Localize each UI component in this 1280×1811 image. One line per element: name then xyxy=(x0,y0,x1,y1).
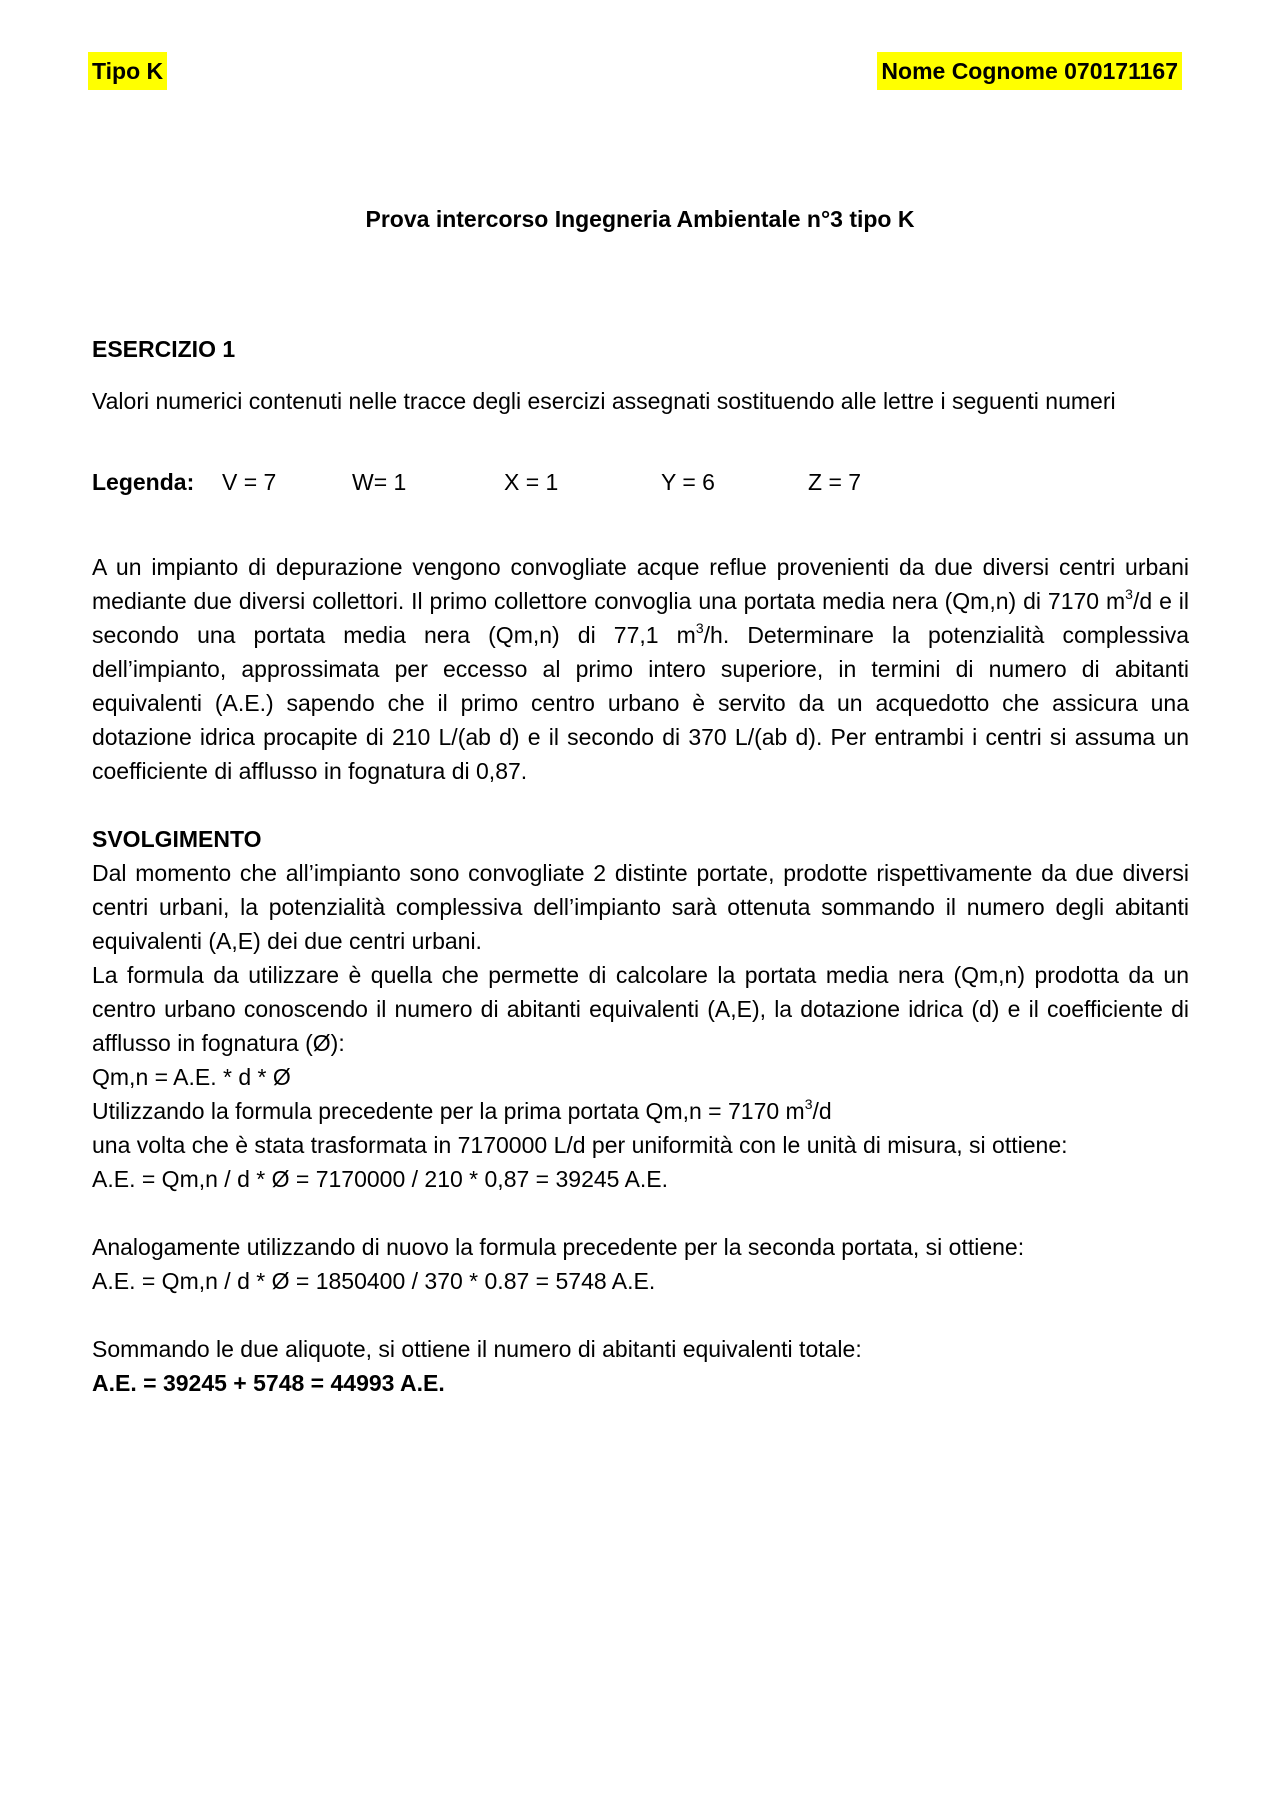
problem-text-2: /d e il secondo una portata media nera (Qm,n) di 77,1 m xyxy=(92,588,1189,648)
conversion-note: una volta che è stata trasformata in 7170000 L/d per uniformità con le unità di misura, si ottiene: xyxy=(92,1132,1068,1158)
formula: Qm,n = A.E. * d * Ø xyxy=(92,1064,291,1090)
solution-paragraph-2: La formula da utilizzare è quella che permette di calcolare la portata media nera (Qm,n) prodotta da un centro urbano conoscendo il numero di abitanti equivalenti (A,E), la dotazione idrica (d) e il coefficiente di afflusso in fognatura (Ø): xyxy=(92,962,1189,1056)
formula-usage-text: Utilizzando la formula precedente per la prima portata Qm,n = 7170 m xyxy=(92,1098,805,1124)
sum-intro: Sommando le due aliquote, si ottiene il numero di abitanti equivalenti totale: xyxy=(92,1336,862,1362)
legend-z: Z = 7 xyxy=(808,469,862,495)
problem-sup-2: 3 xyxy=(695,620,704,636)
calculation-1: A.E. = Qm,n / d * Ø = 7170000 / 210 * 0,87 = 39245 A.E. xyxy=(92,1166,669,1192)
formula-usage xyxy=(92,1094,1189,1128)
problem-text-1: A un impianto di depurazione vengono convogliate acque reflue provenienti da due diversi centri urbani mediante due diversi collettori. Il primo collettore convoglia una portata media nera (Qm,n) di 7170 m xyxy=(92,554,1189,614)
tipo-label: Tipo K xyxy=(88,52,167,90)
calculation-2: A.E. = Qm,n / d * Ø = 1850400 / 370 * 0.87 = 5748 A.E. xyxy=(92,1268,656,1294)
solution-body xyxy=(92,856,1189,1400)
problem-text-3: /h. Determinare la potenzialità complessiva dell’impianto, approssimata per eccesso al primo intero superiore, in termini di numero di abitanti equivalenti (A.E.) sapendo che il primo centro urbano è servito da un acquedotto che assicura una dotazione idrica procapite di 210 L/(ab d) e il secondo di 370 L/(ab d). Per entrambi i centri si assuma un coefficiente di afflusso in fognatura di 0,87. xyxy=(92,622,1189,784)
student-name-id: Nome Cognome 070171167 xyxy=(877,52,1182,90)
solution-heading: SVOLGIMENTO xyxy=(92,826,262,852)
spacer xyxy=(92,1298,1189,1332)
legend-w: W= 1 xyxy=(352,469,407,495)
solution-paragraph-1: Dal momento che all’impianto sono convogliate 2 distinte portate, prodotte rispettivamente da due diversi centri urbani, la potenzialità complessiva dell’impianto sarà ottenuta sommando il numero degli abitanti equivalenti (A,E) dei due centri urbani. xyxy=(92,860,1189,954)
legend-v: V = 7 xyxy=(222,469,277,495)
legend xyxy=(92,465,861,499)
final-result: A.E. = 39245 + 5748 = 44993 A.E. xyxy=(92,1370,445,1396)
legend-y: Y = 6 xyxy=(661,469,715,495)
page-title: Prova intercorso Ingegneria Ambientale n°3 tipo K xyxy=(365,206,915,232)
formula-usage-sup: 3 xyxy=(804,1096,813,1112)
problem-sup-1: 3 xyxy=(1125,586,1133,602)
spacer xyxy=(92,1196,1189,1230)
exercise-intro: Valori numerici contenuti nelle tracce degli esercizi assegnati sostituendo alle lettre i seguenti numeri xyxy=(92,388,1116,414)
formula-usage-unit: /d xyxy=(812,1098,832,1124)
second-portata-intro: Analogamente utilizzando di nuovo la formula precedente per la seconda portata, si ottiene: xyxy=(92,1234,1025,1260)
legend-label: Legenda: xyxy=(92,469,195,495)
exercise-heading: ESERCIZIO 1 xyxy=(92,336,236,362)
problem-statement xyxy=(92,550,1189,788)
legend-x: X = 1 xyxy=(504,469,559,495)
